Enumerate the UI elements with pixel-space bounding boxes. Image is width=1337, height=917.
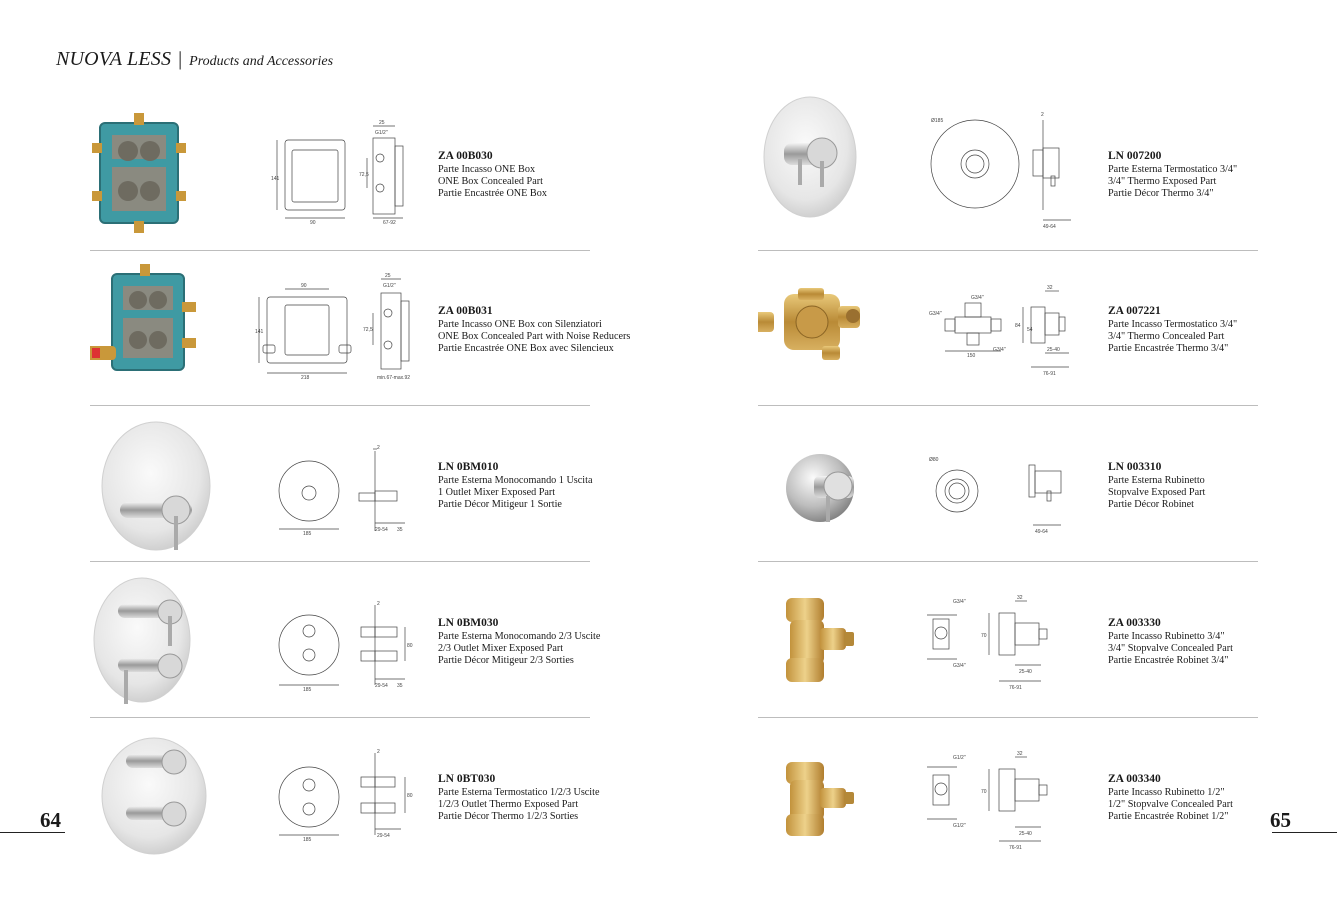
product-code: LN 0BM030: [438, 617, 499, 629]
desc-french: Partie Décor Mitigeur 2/3 Sorties: [438, 655, 574, 666]
product-photo-mixer-plate: [90, 406, 230, 556]
desc-french: Partie Encastrée Robinet 1/2": [1108, 811, 1229, 822]
desc-french: Partie Décor Robinet: [1108, 499, 1195, 510]
product-code: LN 0BT030: [438, 773, 496, 785]
desc-english: ONE Box Concealed Part with Noise Reducers: [438, 331, 631, 342]
product-row: [90, 95, 600, 251]
dim-label: 185: [303, 531, 312, 537]
product-description: [1108, 150, 1237, 200]
dim-label: 2: [377, 749, 380, 755]
product-row: [758, 250, 1268, 406]
product-code: ZA 003340: [1108, 773, 1161, 785]
product-photo-mixer-double: [90, 562, 230, 712]
product-row: [758, 406, 1268, 562]
product-code: ZA 003330: [1108, 617, 1161, 629]
dim-label: G3/4": [971, 295, 984, 301]
page-header: [56, 48, 333, 78]
product-photo-box: [90, 95, 230, 245]
product-code: LN 007200: [1108, 150, 1162, 162]
dim-label: Ø80: [929, 457, 939, 463]
dim-label: 70: [981, 789, 987, 795]
dim-label: G1/2": [383, 283, 396, 289]
dim-label: 141: [255, 329, 264, 335]
desc-english: 2/3 Outlet Mixer Exposed Part: [438, 643, 564, 654]
dim-label: 29-54: [375, 527, 388, 533]
product-code: ZA 007221: [1108, 305, 1161, 317]
technical-drawing: [923, 567, 1113, 707]
technical-drawing: [255, 255, 445, 395]
dim-label: 72,5: [363, 327, 373, 333]
product-description: [1108, 773, 1233, 823]
page-edge-line-right: [1272, 832, 1337, 833]
desc-french: Partie Décor Thermo 1/2/3 Sorties: [438, 811, 579, 822]
product-code: LN 003310: [1108, 461, 1162, 473]
dim-label: 2: [1041, 112, 1044, 118]
dim-label: 185: [303, 837, 312, 843]
product-description: [438, 461, 592, 511]
product-code: LN 0BM010: [438, 461, 499, 473]
desc-italian: Parte Incasso Rubinetto 1/2": [1108, 787, 1225, 798]
dim-label: G3/4": [929, 311, 942, 317]
technical-drawing: [255, 100, 445, 240]
dim-label: G3/4": [953, 663, 966, 669]
dim-label: 2: [377, 445, 380, 451]
header-subtitle: Products and Accessories: [189, 54, 334, 69]
desc-italian: Parte Incasso ONE Box: [438, 164, 536, 175]
desc-french: Partie Encastrée ONE Box avec Silencieux: [438, 343, 614, 354]
brand-title: NUOVA LESS: [56, 48, 172, 70]
technical-drawing: [255, 567, 445, 707]
dim-label: G3/4": [953, 599, 966, 605]
technical-drawing: [255, 411, 445, 551]
product-photo-thermo-double: [90, 718, 230, 868]
product-code: ZA 00B031: [438, 305, 493, 317]
dim-label: 25-40: [1019, 669, 1032, 675]
dim-label: 32: [1047, 285, 1053, 291]
dim-label: 76-91: [1009, 845, 1022, 851]
dim-label: G3/4": [993, 347, 1006, 353]
desc-french: Partie Encastrée ONE Box: [438, 188, 547, 199]
dim-label: 84: [1015, 323, 1021, 329]
desc-french: Partie Décor Thermo 3/4": [1108, 188, 1214, 199]
product-row: [90, 250, 631, 406]
desc-italian: Parte Incasso Termostatico 3/4": [1108, 319, 1238, 330]
product-photo-stopvalve-body-small: [758, 718, 898, 868]
header-separator: |: [178, 48, 183, 70]
desc-italian: Parte Esterna Monocomando 1 Uscita: [438, 475, 593, 486]
product-photo-stopvalve-knob: [758, 406, 898, 556]
product-photo-thermo-body: [758, 250, 898, 400]
desc-english: ONE Box Concealed Part: [438, 176, 543, 187]
dim-label: 2: [377, 601, 380, 607]
dim-label: G1/2": [375, 130, 388, 136]
dim-label: 32: [1017, 751, 1023, 757]
dim-label: 80: [407, 643, 413, 649]
desc-english: 3/4" Thermo Exposed Part: [1108, 176, 1217, 187]
desc-english: 1 Outlet Mixer Exposed Part: [438, 487, 556, 498]
dim-label: Ø185: [931, 118, 944, 124]
product-description: [1108, 305, 1237, 355]
product-row: [90, 562, 600, 718]
desc-english: 1/2" Stopvalve Concealed Part: [1108, 799, 1233, 810]
desc-italian: Parte Incasso Rubinetto 3/4": [1108, 631, 1225, 642]
desc-french: Partie Décor Mitigeur 1 Sortie: [438, 499, 562, 510]
product-row: [758, 95, 1268, 251]
dim-label: min.67-max.92: [377, 375, 411, 381]
product-description: [438, 773, 600, 823]
product-row: [758, 718, 1268, 874]
desc-italian: Parte Incasso ONE Box con Silenziatori: [438, 319, 602, 330]
dim-label: 90: [301, 283, 307, 289]
technical-drawing: [923, 255, 1113, 395]
dim-label: G1/2": [953, 755, 966, 761]
page-edge-line-left: [0, 832, 65, 833]
dim-label: 32: [1017, 595, 1023, 601]
product-description: [1108, 617, 1233, 667]
technical-drawing: [923, 723, 1113, 863]
dim-label: 80: [407, 793, 413, 799]
product-photo-box-silencers: [90, 250, 230, 400]
desc-italian: Parte Esterna Termostatico 1/2/3 Uscite: [438, 787, 600, 798]
page-number-right: 65: [1270, 808, 1291, 832]
product-description: [438, 305, 630, 355]
desc-italian: Parte Esterna Monocomando 2/3 Uscite: [438, 631, 601, 642]
dim-label: 72,5: [359, 172, 369, 178]
dim-label: 49-64: [1035, 529, 1048, 535]
dim-label: 90: [310, 220, 316, 226]
desc-english: 3/4" Thermo Concealed Part: [1108, 331, 1225, 342]
product-description: [438, 617, 600, 667]
dim-label: G1/2": [953, 823, 966, 829]
dim-label: 141: [271, 176, 280, 182]
dim-label: 150: [967, 353, 976, 359]
dim-label: 25: [385, 273, 391, 279]
dim-label: 35: [397, 683, 403, 689]
product-row: [758, 562, 1268, 718]
dim-label: 25: [379, 120, 385, 126]
dim-label: 67-92: [383, 220, 396, 226]
product-photo-thermo-plate: [758, 95, 898, 245]
technical-drawing: [923, 411, 1113, 551]
technical-drawing: [923, 100, 1113, 240]
dim-label: 49-64: [1043, 224, 1056, 230]
desc-english: 3/4" Stopvalve Concealed Part: [1108, 643, 1233, 654]
technical-drawing: [255, 723, 445, 863]
dim-label: 25-40: [1019, 831, 1032, 837]
dim-label: 54: [1027, 327, 1033, 333]
product-row: [90, 718, 600, 874]
product-description: [438, 150, 547, 200]
desc-english: 1/2/3 Outlet Thermo Exposed Part: [438, 799, 579, 810]
desc-italian: Parte Esterna Rubinetto: [1108, 475, 1205, 486]
product-photo-stopvalve-body: [758, 562, 898, 712]
dim-label: 76-91: [1009, 685, 1022, 691]
dim-label: 29-54: [375, 683, 388, 689]
page-number-left: 64: [40, 808, 61, 832]
product-row: [90, 406, 600, 562]
product-code: ZA 00B030: [438, 150, 493, 162]
desc-french: Partie Encastrée Thermo 3/4": [1108, 343, 1229, 354]
dim-label: 35: [397, 527, 403, 533]
product-description: [1108, 461, 1205, 511]
dim-label: 76-91: [1043, 371, 1056, 377]
desc-english: Stopvalve Exposed Part: [1108, 487, 1206, 498]
dim-label: 185: [303, 687, 312, 693]
desc-italian: Parte Esterna Termostatico 3/4": [1108, 164, 1238, 175]
dim-label: 218: [301, 375, 310, 381]
dim-label: 70: [981, 633, 987, 639]
dim-label: 25-40: [1047, 347, 1060, 353]
desc-french: Partie Encastrée Robinet 3/4": [1108, 655, 1229, 666]
dim-label: 29-54: [377, 833, 390, 839]
